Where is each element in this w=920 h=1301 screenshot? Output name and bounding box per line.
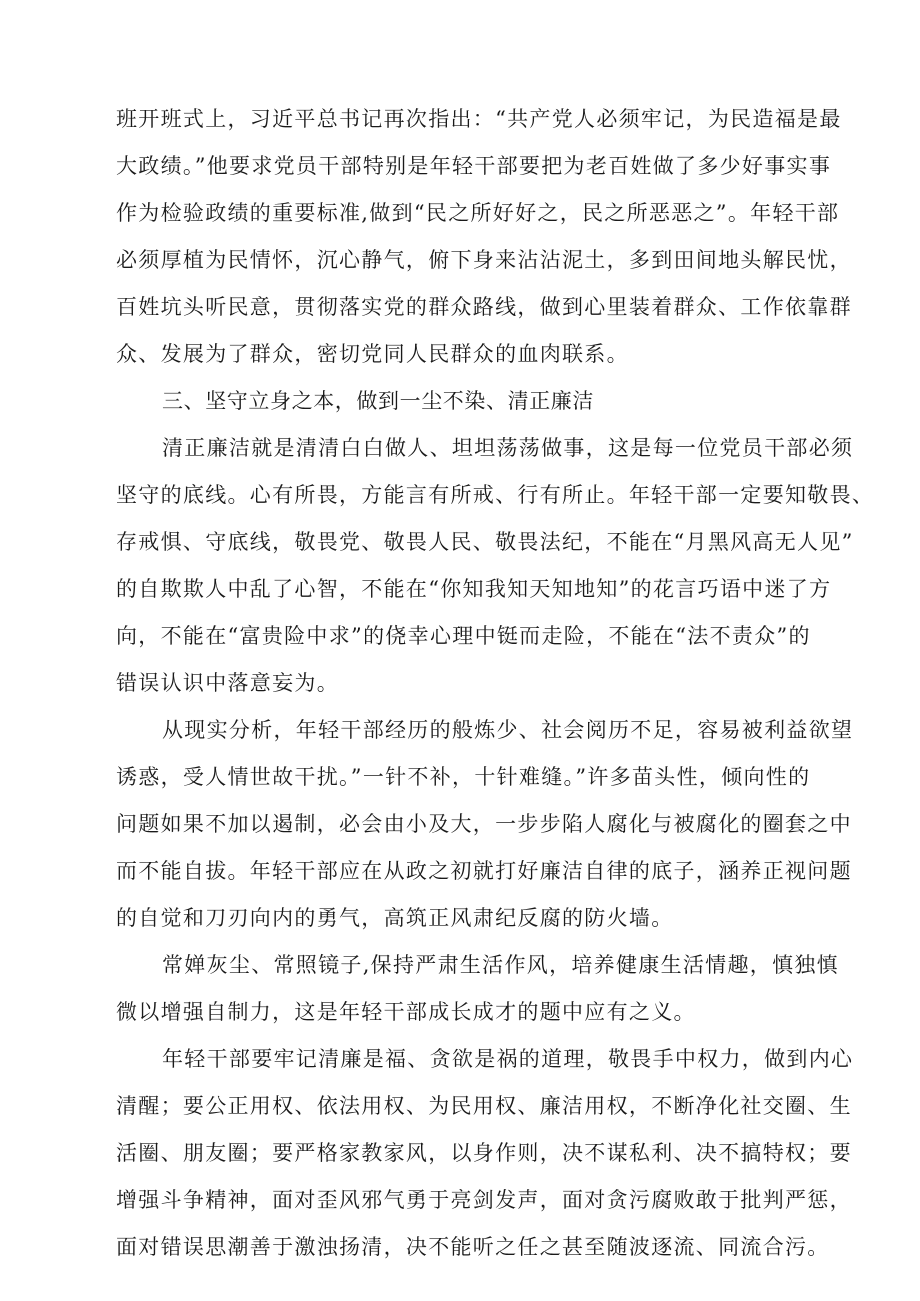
text-line: 年轻干部要牢记清廉是福、贪欲是祸的道理，敬畏手中权力，做到内心 xyxy=(162,1047,854,1071)
paragraph-reality-analysis xyxy=(116,707,854,942)
document-page xyxy=(116,96,875,1271)
text-line: 活圈、朋友圈；要严格家教家风，以身作则，决不谋私利、决不搞特权；要 xyxy=(116,1141,852,1165)
text-line: 微以增强自制力，这是年轻干部成长成才的题中应有之义。 xyxy=(116,1000,696,1024)
text-line: 的自欺欺人中乱了心智，不能在“你知我知天知地知”的花言巧语中迷了方 xyxy=(116,577,832,601)
text-line: 从现实分析，年轻干部经历的般炼少、社会阅历不足，容易被利益欲望 xyxy=(162,718,854,742)
text-line: 而不能自拔。年轻干部应在从政之初就打好廉洁自律的底子，涵养正视问题 xyxy=(116,859,852,883)
text-line: 诱惑，受人情世故干扰。”一针不补，十针难缝。”许多苗头性，倾向性的 xyxy=(116,765,811,789)
text-line: 百姓坑头听民意，贯彻落实党的群众路线，做到心里装着群众、工作依靠群 xyxy=(116,295,852,319)
text-line: 错误认识中落意妄为。 xyxy=(116,671,339,695)
text-line: 的自觉和刀刃向内的勇气，高筑正风肃纪反腐的防火墙。 xyxy=(116,906,674,930)
text-line: 向，不能在“富贵险中求”的侥幸心理中铤而走险，不能在“法不责众”的 xyxy=(116,624,811,648)
paragraph-integrity xyxy=(116,425,875,707)
text-line: 清正廉洁就是清清白白做人、坦坦荡荡做事，这是每一位党员干部必须 xyxy=(162,436,854,460)
text-line: 坚守的底线。心有所畏，方能言有所戒、行有所止。年轻干部一定要知敬畏、 xyxy=(116,483,875,507)
text-line: 大政绩。”他要求党员干部特别是年轻干部要把为老百姓做了多少好事实事 xyxy=(116,154,832,178)
paragraph-self-discipline xyxy=(116,942,839,1036)
text-line: 清醒；要公正用权、依法用权、为民用权、廉洁用权，不断净化社交圈、生 xyxy=(116,1094,852,1118)
section-heading: 三、坚守立身之本，做到一尘不染、清正廉洁 xyxy=(162,389,594,413)
intro-paragraph xyxy=(116,96,852,378)
text-line: 常婵灰尘、常照镜子,保持严肃生活作风，培养健康生活情趣，慎独慎 xyxy=(162,953,839,977)
text-line: 必须厚植为民情怀，沉心静气，俯下身来沾沾泥土，多到田间地头解民忧， xyxy=(116,248,852,272)
text-line: 增强斗争精神，面对歪风邪气勇于亮剑发声，面对贪污腐败敢于批判严惩， xyxy=(116,1188,852,1212)
text-line: 问题如果不加以遏制，必会由小及大，一步步陷人腐化与被腐化的圈套之中 xyxy=(116,812,852,836)
text-line: 存戒惧、守底线，敬畏党、敬畏人民、敬畏法纪，不能在“月黑风高无人见” xyxy=(116,530,854,554)
text-line: 班开班式上，习近平总书记再次指出：“共产党人必须牢记，为民造福是最 xyxy=(116,107,842,131)
text-line: 众、发展为了群众，密切党同人民群众的血肉联系。 xyxy=(116,342,629,366)
text-line: 作为检验政绩的重要标准,做到“民之所好好之，民之所恶恶之”。年轻干部 xyxy=(116,201,840,225)
text-line: 面对错误思潮善于激浊扬清，决不能听之任之甚至随波逐流、同流合污。 xyxy=(116,1235,830,1259)
paragraph-power-use xyxy=(116,1036,854,1271)
